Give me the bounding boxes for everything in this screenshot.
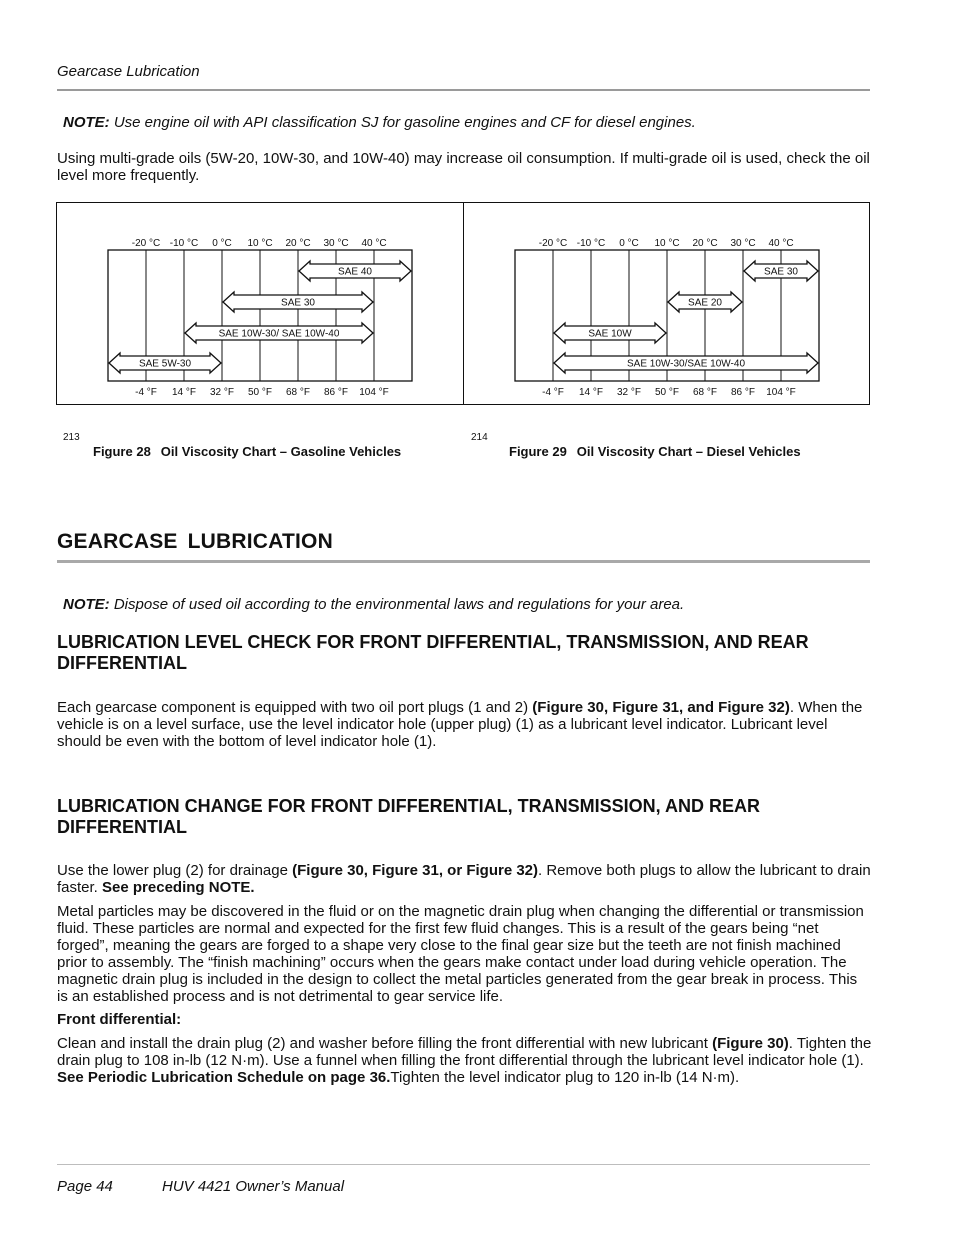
figure-29-number: 214 xyxy=(471,432,488,443)
celsius-tick-label: -10 °C xyxy=(169,238,199,249)
note-label: NOTE: xyxy=(63,596,110,613)
celsius-tick-label: 40 °C xyxy=(361,238,387,249)
figure-28-title: Oil Viscosity Chart – Gasoline Vehicles xyxy=(160,444,402,459)
text-run: . When the vehicle is on a level surface, use the level indicator hole (upper plug) (1) as a lubricant level indicator. Lubricant level should be even with the bottom of level indicator hole (1). xyxy=(57,699,863,750)
celsius-tick-label: 20 °C xyxy=(692,238,718,249)
celsius-tick-label: -20 °C xyxy=(131,238,161,249)
fahrenheit-tick-label: 68 °F xyxy=(285,387,311,398)
fahrenheit-tick-label: 104 °F xyxy=(359,387,389,398)
note-label: NOTE: xyxy=(63,114,110,131)
fahrenheit-tick-label: 86 °F xyxy=(730,387,756,398)
note-text: Use engine oil with API classification SJ for gasoline engines and CF for diesel engines. xyxy=(113,114,696,131)
figure-29-prefix: Figure 29 xyxy=(509,444,567,459)
oil-grade-label: SAE 10W-30/SAE 10W-40 xyxy=(626,358,746,370)
oil-grade-label: SAE 30 xyxy=(764,266,798,278)
viscosity-chart-gasoline xyxy=(56,202,463,405)
text-run: Use the lower plug (2) for drainage xyxy=(57,862,293,879)
figure-28-prefix: Figure 28 xyxy=(93,444,151,459)
fahrenheit-tick-label: 32 °F xyxy=(209,387,235,398)
metal-particles-paragraph: Metal particles may be discovered in the fluid or on the magnetic drain plug when changing the differential or transmission fluid. These particles are normal and expected for the first few fluid changes. This is a result of the gears being “net forged”, meaning the gears are forged to a shape very close to the final gear size but the teeth are not finish machined prior to assembly. The “finish machining” occurs when the gears make contact under load during vehicle operation. The magnetic drain plug is included in the design to collect the metal particles generated from the gear break in process. This is an established process and is not detrimental to gear service life. xyxy=(57,903,864,1005)
level-check-heading: LUBRICATION LEVEL CHECK FOR FRONT DIFFERENTIAL, TRANSMISSION, AND REAR DIFFERENTIAL xyxy=(57,632,809,673)
fahrenheit-tick-label: 86 °F xyxy=(323,387,349,398)
dispose-oil-note xyxy=(63,596,878,613)
oil-grade-label: SAE 5W-30 xyxy=(138,358,192,370)
lubrication-change-heading: LUBRICATION CHANGE FOR FRONT DIFFERENTIAL, TRANSMISSION, AND REAR DIFFERENTIAL xyxy=(57,796,760,837)
level-check-paragraph xyxy=(57,699,872,750)
running-header: Gearcase Lubrication xyxy=(57,63,200,80)
section-title: GEARCASE LUBRICATION xyxy=(57,530,333,553)
figure-reference: (Figure 30) xyxy=(712,1035,789,1052)
celsius-tick-label: -10 °C xyxy=(576,238,606,249)
celsius-tick-label: 10 °C xyxy=(247,238,273,249)
fahrenheit-tick-label: 14 °F xyxy=(578,387,604,398)
fahrenheit-tick-label: 50 °F xyxy=(654,387,680,398)
celsius-tick-label: 30 °C xyxy=(730,238,756,249)
cross-reference: See Periodic Lubrication Schedule on page 36. xyxy=(57,1069,391,1086)
note-text: Dispose of used oil according to the environmental laws and regulations for your area. xyxy=(113,596,685,613)
oil-grade-label: SAE 10W-30/ SAE 10W-40 xyxy=(218,328,340,340)
figure-reference: (Figure 30, Figure 31, or Figure 32) xyxy=(292,862,539,879)
celsius-tick-label: 20 °C xyxy=(285,238,311,249)
oil-classification-note xyxy=(63,114,878,131)
fahrenheit-tick-label: 68 °F xyxy=(692,387,718,398)
fahrenheit-tick-label: 32 °F xyxy=(616,387,642,398)
multigrade-paragraph: Using multi-grade oils (5W-20, 10W-30, and 10W-40) may increase oil consumption. If multi-grade oil is used, check the oil level more frequently. xyxy=(57,150,870,184)
page-number: Page 44 xyxy=(57,1178,113,1195)
section-rule xyxy=(57,560,870,563)
figure-29-caption xyxy=(509,444,811,459)
oil-grade-label: SAE 40 xyxy=(338,266,372,278)
figure-29-title: Oil Viscosity Chart – Diesel Vehicles xyxy=(576,444,801,459)
footer-rule xyxy=(57,1164,870,1165)
fahrenheit-tick-label: -4 °F xyxy=(135,387,157,398)
oil-grade-label: SAE 20 xyxy=(688,297,722,309)
front-differential-label: Front differential: xyxy=(57,1011,182,1028)
front-differential-paragraph xyxy=(57,1035,872,1086)
text-run: . Remove both plugs to allow the lubricant to drain faster. xyxy=(57,862,871,896)
oil-grade-label: SAE 10W xyxy=(588,328,632,340)
celsius-tick-label: 30 °C xyxy=(323,238,349,249)
cross-reference: See preceding NOTE. xyxy=(102,879,255,896)
text-run: Clean and install the drain plug (2) and washer before filling the front differential with new lubricant xyxy=(57,1035,713,1052)
figure-reference: (Figure 30, Figure 31, and Figure 32) xyxy=(532,699,790,716)
celsius-tick-label: 0 °C xyxy=(619,238,639,249)
fahrenheit-tick-label: 50 °F xyxy=(247,387,273,398)
viscosity-chart-diesel xyxy=(463,202,870,405)
fahrenheit-tick-label: 104 °F xyxy=(766,387,796,398)
fahrenheit-tick-label: -4 °F xyxy=(542,387,564,398)
text-run: Each gearcase component is equipped with two oil port plugs (1 and 2) xyxy=(57,699,533,716)
celsius-tick-label: 10 °C xyxy=(654,238,680,249)
manual-title: HUV 4421 Owner’s Manual xyxy=(162,1178,345,1195)
text-run: Tighten the level indicator plug to 120 in-lb (14 N·m). xyxy=(390,1069,740,1086)
text-run: . Tighten the drain plug to 108 in-lb (12 N·m). Use a funnel when filling the front differential through the lubricant level indicator hole (1). xyxy=(57,1035,872,1069)
celsius-tick-label: 40 °C xyxy=(768,238,794,249)
figure-28-number: 213 xyxy=(63,432,80,443)
celsius-tick-label: 0 °C xyxy=(212,238,232,249)
figure-28-caption xyxy=(93,444,411,459)
drainage-paragraph xyxy=(57,862,872,896)
celsius-tick-label: -20 °C xyxy=(538,238,568,249)
fahrenheit-tick-label: 14 °F xyxy=(171,387,197,398)
oil-grade-label: SAE 30 xyxy=(281,297,315,309)
header-rule xyxy=(57,89,870,91)
